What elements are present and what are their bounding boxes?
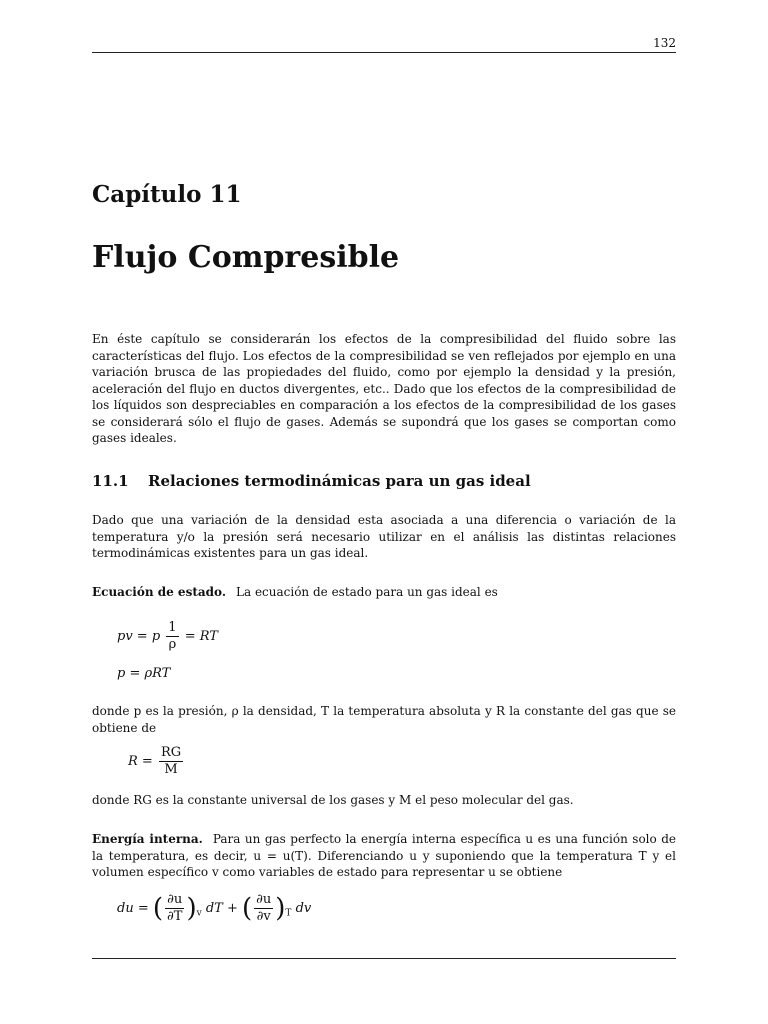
d2-numerator: ∂u bbox=[256, 892, 272, 907]
d1-numerator: ∂u bbox=[165, 892, 184, 909]
d1-subscript: v bbox=[196, 908, 202, 919]
eq1-left: pv = p bbox=[117, 629, 161, 644]
intro-paragraph: En éste capítulo se considerarán los efectos de la compresibilidad del fluido sobre las características del flujo. Los efectos de la compresibilidad se ven reflejados por ejemplo en una variación brusca de las propiedades del fluido, como por ejemplo la densidad y la presión, aceleración del flujo en ductos divergentes, etc.. Dado que los efectos de la compresibilidad de los líquidos son despreciables en comparación a los efectos de la compresibilidad de los gases se considerará sólo el flujo de gases. Además se supondrá que los gases se comportan como gases ideales. bbox=[92, 332, 676, 445]
state-equation-text: La ecuación de estado para un gas ideal es bbox=[236, 585, 498, 599]
after-state-text: donde p es la presión, ρ la densidad, T la temperatura absoluta y R la constante del gas que se obtiene de bbox=[92, 704, 676, 735]
equation-r bbox=[128, 745, 185, 778]
page-number: 132 bbox=[653, 36, 676, 50]
section-number: 11.1 bbox=[92, 472, 129, 490]
eq1-right: = RT bbox=[184, 629, 218, 644]
internal-energy-heading: Energía interna. bbox=[92, 832, 203, 846]
d1-fraction bbox=[165, 892, 184, 925]
after-eq3-text: donde RG es la constante universal de los gases y M el peso molecular del gas. bbox=[92, 793, 574, 807]
right-paren: ) bbox=[186, 893, 197, 924]
equation-pv bbox=[117, 620, 218, 653]
equation-du bbox=[117, 892, 311, 925]
eq1-denominator: ρ bbox=[168, 637, 177, 652]
header-rule bbox=[92, 52, 676, 53]
internal-energy-text: Para un gas perfecto la energía interna específica u es una función solo de la temperatura, es decir, u = u(T). Diferenciando u y suponiendo que la temperatura T y el volumen específico v como variables de estado para representar u se obtiene bbox=[92, 832, 676, 879]
eq3-fraction bbox=[159, 745, 183, 778]
eq2-text: p = ρRT bbox=[117, 666, 171, 681]
d2-denominator: ∂v bbox=[256, 909, 271, 924]
chapter-label: Capítulo 11 bbox=[92, 181, 242, 208]
right-paren-2: ) bbox=[275, 893, 286, 924]
eq4-mid: dT + bbox=[205, 901, 238, 916]
section-title: Relaciones termodinámicas para un gas ideal bbox=[148, 472, 531, 490]
internal-energy-paragraph bbox=[92, 831, 676, 881]
eq1-numerator: 1 bbox=[168, 620, 177, 635]
eq3-left: R = bbox=[128, 754, 153, 769]
eq4-left: du = bbox=[117, 901, 149, 916]
eq4-right: dv bbox=[295, 901, 312, 916]
footer-rule bbox=[92, 958, 676, 959]
eq3-denominator: M bbox=[164, 762, 178, 777]
equation-p bbox=[117, 666, 170, 681]
d2-subscript: T bbox=[285, 908, 292, 919]
section-paragraph: Dado que una variación de la densidad esta asociada a una diferencia o variación de la temperatura y/o la presión será necesario utilizar en el análisis las distintas relaciones termodinámicas existentes para un gas ideal. bbox=[92, 513, 676, 560]
left-paren: ( bbox=[152, 893, 164, 924]
d1-denominator: ∂T bbox=[167, 909, 183, 924]
eq1-fraction bbox=[166, 620, 178, 653]
eq3-numerator: RG bbox=[160, 745, 182, 760]
state-equation-paragraph bbox=[92, 584, 676, 601]
state-equation-heading: Ecuación de estado. bbox=[92, 585, 226, 599]
section-heading bbox=[92, 472, 531, 490]
d2-fraction bbox=[254, 892, 273, 925]
left-paren-2: ( bbox=[242, 893, 253, 924]
chapter-title: Flujo Compresible bbox=[92, 240, 400, 275]
